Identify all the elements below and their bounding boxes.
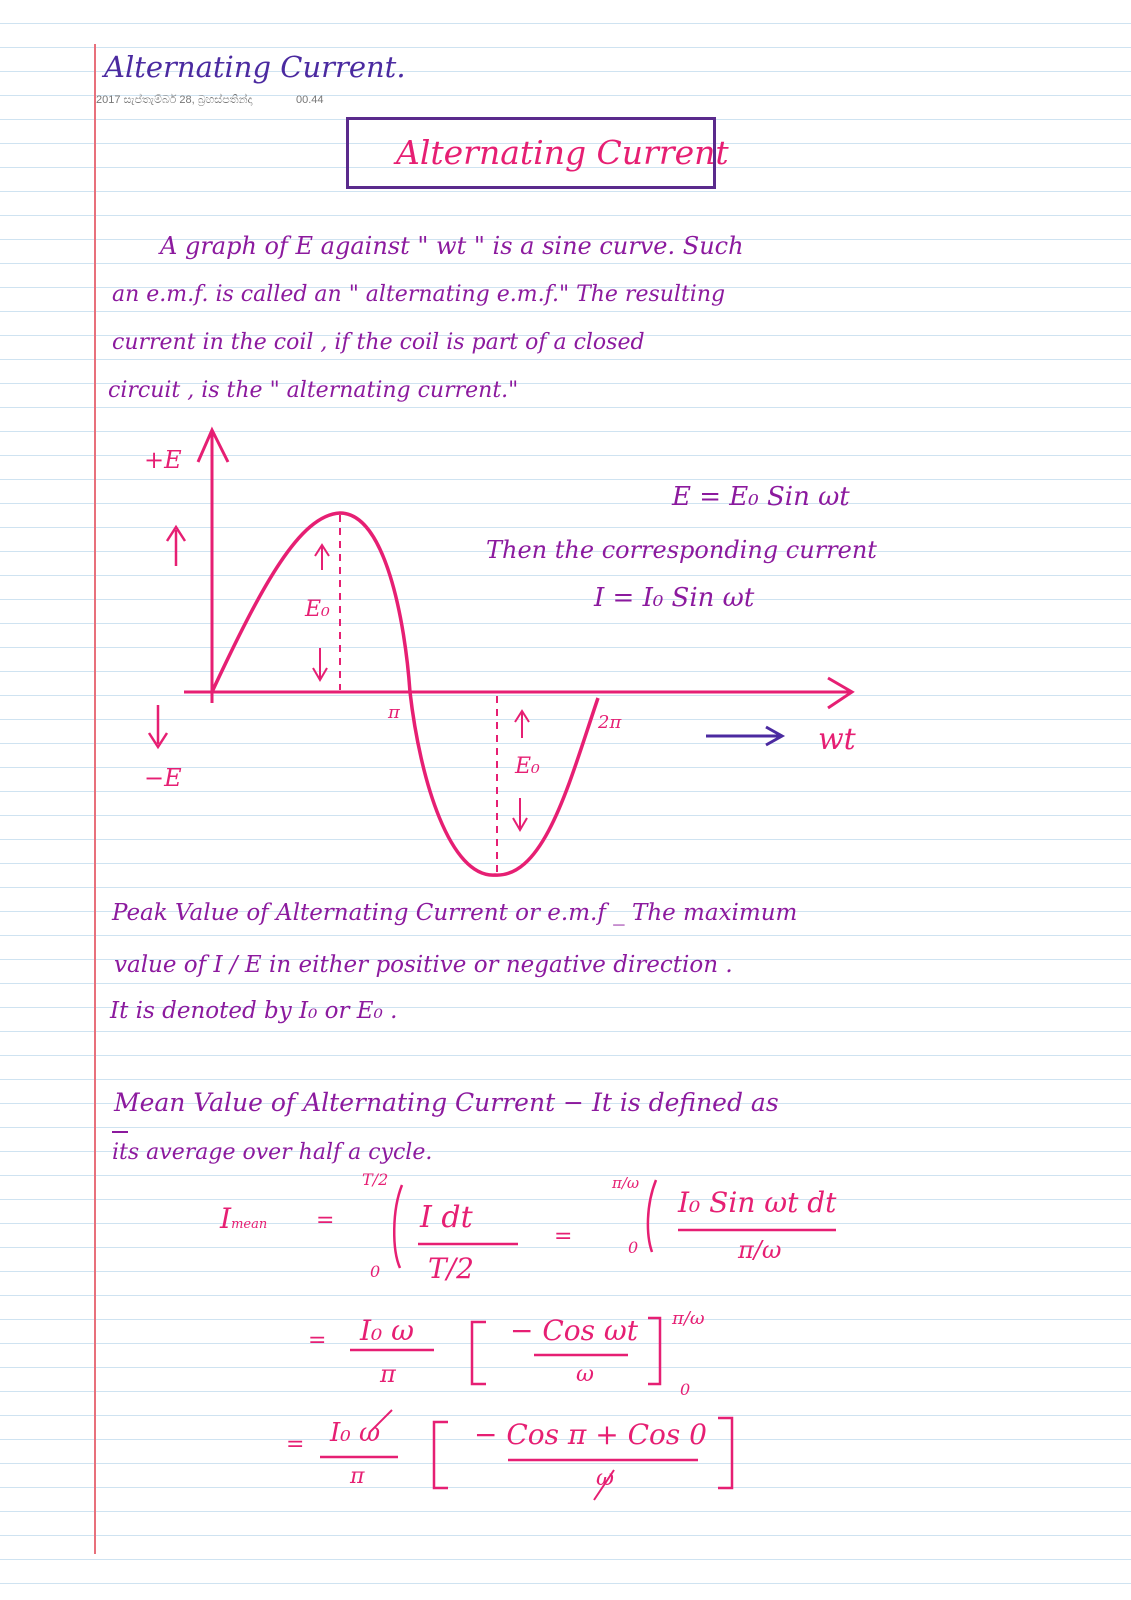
e0-lower-label: E₀	[515, 754, 540, 779]
numerator-1: I dt	[420, 1200, 473, 1235]
i-mean-symbol	[220, 1202, 267, 1235]
mean-line-1: Mean Value of Alternating Current − It is defined as	[114, 1088, 779, 1117]
integral-upper-2: π/ω	[612, 1174, 640, 1192]
row2-numerator: I₀ ω	[360, 1314, 415, 1347]
two-pi-label: 2π	[598, 712, 622, 733]
heading: Alternating Current	[396, 133, 729, 172]
integral-sign-1	[394, 1185, 402, 1268]
integral-upper-1: T/2	[362, 1170, 389, 1189]
row2-upper-limit: π/ω	[672, 1308, 705, 1329]
equals-2: =	[554, 1224, 573, 1249]
equals-4: =	[286, 1432, 305, 1457]
bracket-left-1	[472, 1322, 486, 1384]
row2-inner-numerator: − Cos ωt	[510, 1314, 638, 1347]
equals-3: =	[308, 1328, 327, 1353]
i-mean-subscript: mean	[231, 1217, 268, 1232]
page-time: 00.44	[296, 94, 324, 106]
row3-denominator: π	[350, 1464, 365, 1489]
bracket-left-2	[434, 1422, 448, 1488]
corresponding-current-text: Then the corresponding current	[486, 536, 877, 564]
minus-e-label: −E	[144, 764, 182, 792]
integral-sign-2	[648, 1180, 656, 1252]
wt-label: wt	[818, 722, 856, 757]
page-date: 2017 සැප්තැම්බර් 28, බ්‍රහස්පතින්දා	[96, 94, 253, 106]
row3-inner-denominator: ω	[596, 1466, 614, 1491]
i-mean-letter: I	[220, 1202, 232, 1235]
denominator-1: T/2	[428, 1252, 474, 1285]
intro-line-2: an e.m.f. is called an " alternating e.m.f." The resulting	[112, 282, 726, 307]
pi-label: π	[388, 702, 400, 723]
sine-curve	[212, 513, 598, 875]
mean-line-2: its average over half a cycle.	[112, 1140, 433, 1165]
intro-line-1: A graph of E against " wt " is a sine curve. Such	[160, 232, 744, 260]
bracket-right-2	[718, 1418, 732, 1488]
bracket-right-1	[648, 1318, 660, 1384]
intro-line-4: circuit , is the " alternating current."	[108, 378, 519, 403]
row2-inner-denominator: ω	[576, 1362, 594, 1387]
integral-lower-1: 0	[370, 1262, 381, 1281]
integral-lower-2: 0	[628, 1238, 639, 1257]
intro-line-3: current in the coil , if the coil is part of a closed	[112, 330, 645, 355]
equation-e: E = E₀ Sin ωt	[672, 482, 850, 512]
peak-line-3: It is denoted by I₀ or E₀ .	[110, 998, 398, 1024]
page-title: Alternating Current.	[104, 50, 406, 84]
equals-1: =	[316, 1208, 335, 1233]
peak-line-1: Peak Value of Alternating Current or e.m.f _ The maximum	[112, 900, 798, 926]
denominator-2: π/ω	[738, 1236, 782, 1264]
row3-numerator: I₀ ω	[330, 1418, 381, 1448]
equation-i: I = I₀ Sin ωt	[594, 583, 755, 613]
row2-denominator: π	[380, 1360, 396, 1388]
row3-inner-numerator: − Cos π + Cos 0	[474, 1418, 707, 1451]
plus-e-label: +E	[144, 446, 182, 474]
e0-upper-label: E₀	[305, 597, 330, 622]
row2-lower-limit: 0	[680, 1380, 691, 1399]
numerator-2: I₀ Sin ωt dt	[678, 1186, 837, 1219]
peak-line-2: value of I / E in either positive or negative direction .	[114, 952, 733, 978]
